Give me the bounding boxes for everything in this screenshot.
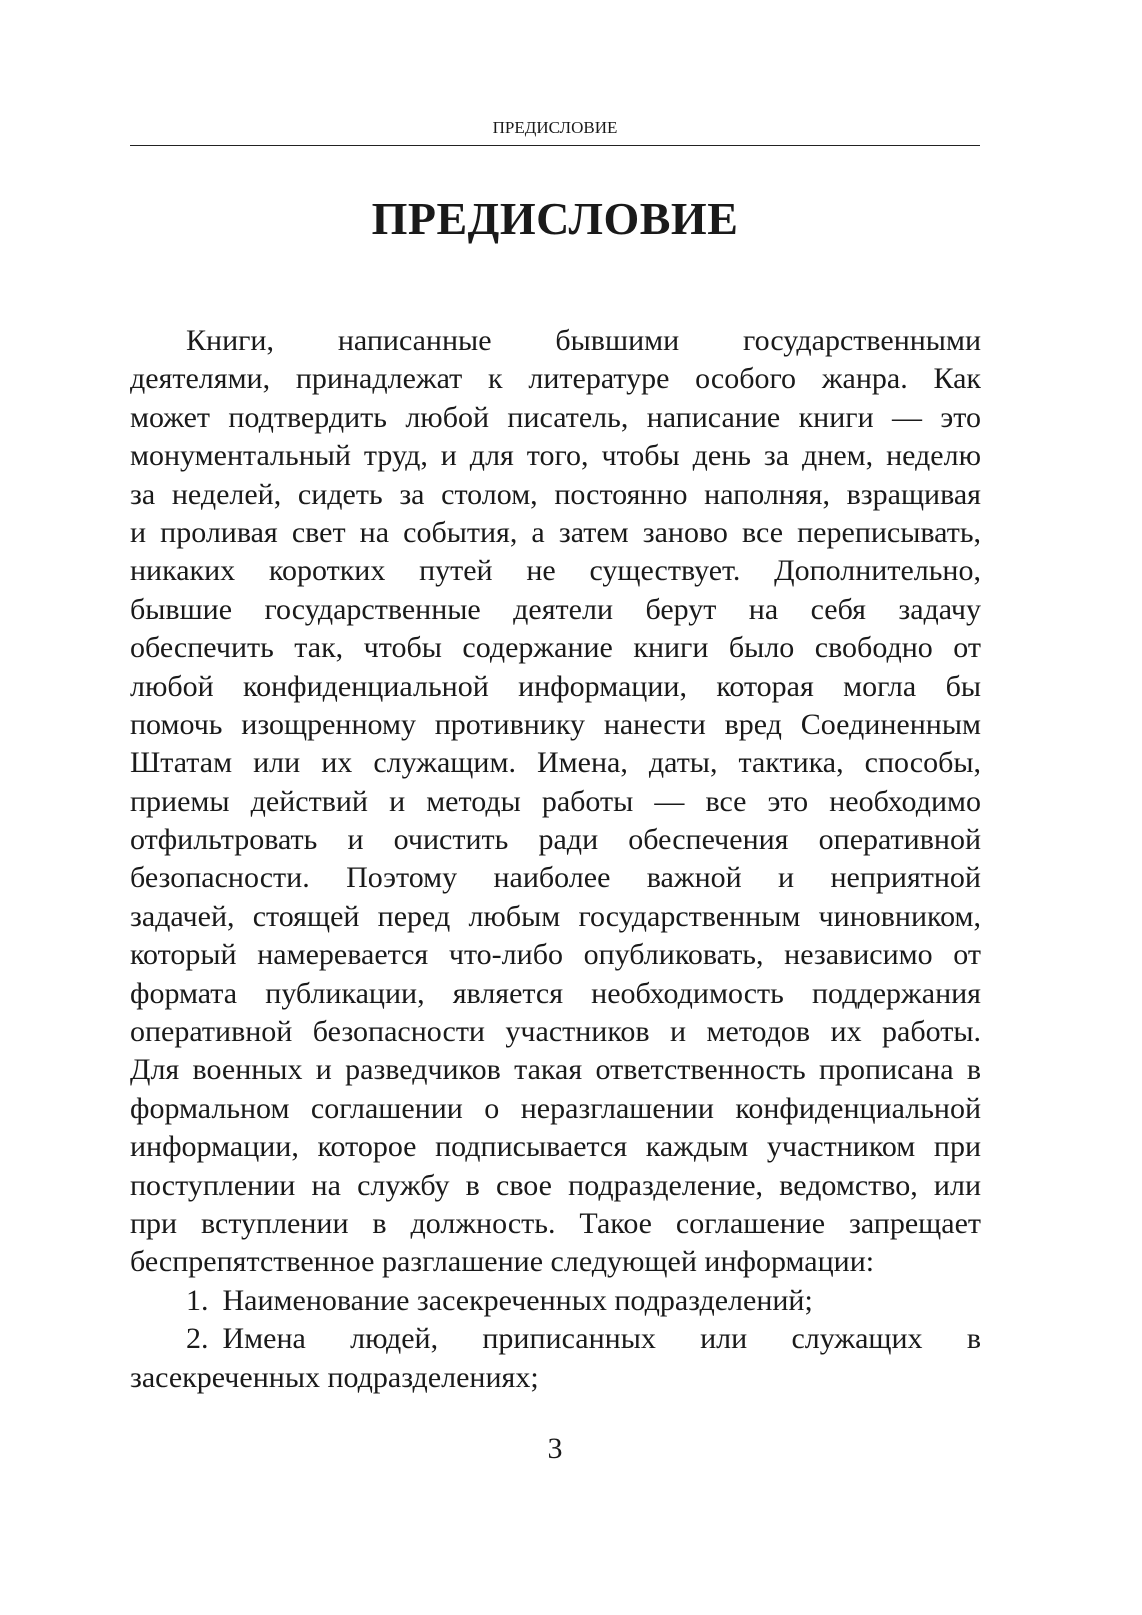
paragraph-line: никаких коротких путей не существует. Дополнительно,: [130, 554, 981, 588]
paragraph-line: поступлении на службу в свое подразделение, ведомство, или: [130, 1168, 981, 1202]
paragraph-line: Для военных и разведчиков такая ответственность прописана в: [130, 1053, 981, 1087]
paragraph-line: монументальный труд, и для того, чтобы день за днем, неделю: [130, 439, 981, 473]
paragraph-line: безопасности. Поэтому наиболее важной и неприятной: [130, 861, 981, 895]
paragraph-line: при вступлении в должность. Такое соглашение запрещает: [130, 1206, 981, 1240]
chapter-title: ПРЕДИСЛОВИЕ: [371, 193, 739, 244]
body-text: [130, 322, 981, 1397]
paragraph-line: Книги, написанные бывшими государственными: [186, 324, 981, 357]
paragraph-line: который намеревается что-либо опубликовать, независимо от: [130, 938, 981, 972]
paragraph-line: информации, которое подписывается каждым участником при: [130, 1130, 981, 1164]
page-number: 3: [547, 1432, 563, 1465]
list-item-2: [130, 1320, 981, 1358]
paragraph-line: Штатам или их служащим. Имена, даты, тактика, способы,: [130, 746, 981, 780]
paragraph-line: обеспечить так, чтобы содержание книги было свободно от: [130, 631, 981, 665]
paragraph-line: любой конфиденциальной информации, которая могла бы: [130, 669, 981, 703]
paragraph-line: деятелями, принадлежат к литературе особого жанра. Как: [130, 362, 981, 396]
list-number: 2.: [186, 1322, 209, 1356]
paragraph-line: приемы действий и методы работы — все это необходимо: [130, 784, 981, 818]
list-item-2-continuation: засекреченных подразделениях;: [130, 1360, 539, 1394]
list-text: Имена людей, приписанных или служащих в: [222, 1322, 981, 1356]
running-head: ПРЕДИСЛОВИЕ: [492, 118, 618, 137]
paragraph-line: может подтвердить любой писатель, написание книги — это: [130, 400, 981, 434]
header-rule: [130, 145, 980, 146]
paragraph-line: задачей, стоящей перед любым государственным чиновником,: [130, 899, 981, 933]
list-number: 1.: [186, 1283, 209, 1317]
paragraph-line: за неделей, сидеть за столом, постоянно наполняя, взращивая: [130, 477, 981, 511]
paragraph-line: бывшие государственные деятели берут на себя задачу: [130, 592, 981, 626]
paragraph-line: формата публикации, является необходимость поддержания: [130, 976, 981, 1010]
paragraph-line: и проливая свет на события, а затем заново все переписывать,: [130, 515, 981, 549]
paragraph-line: отфильтровать и очистить ради обеспечения оперативной: [130, 823, 981, 857]
list-item-1: [130, 1282, 981, 1320]
paragraph-line: формальном соглашении о неразглашении конфиденциальной: [130, 1091, 981, 1125]
paragraph-line: оперативной безопасности участников и методов их работы.: [130, 1015, 981, 1049]
paragraph-line: помочь изощренному противнику нанести вред Соединенным: [130, 707, 981, 741]
paragraph-line: беспрепятственное разглашение следующей информации:: [130, 1245, 875, 1279]
list-text: Наименование засекреченных подразделений;: [222, 1283, 813, 1317]
